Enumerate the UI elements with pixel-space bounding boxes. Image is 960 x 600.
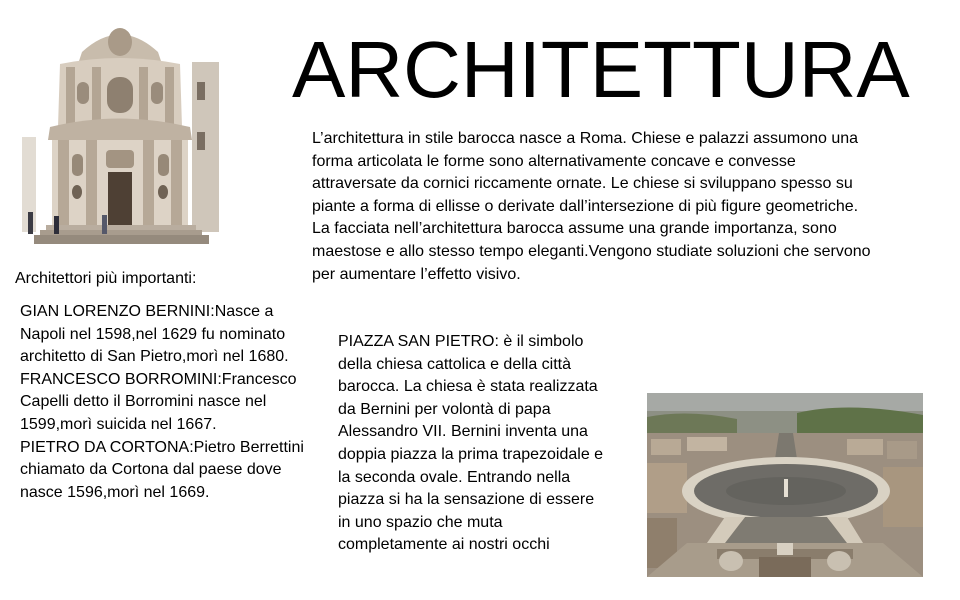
baroque-church-facade-image <box>22 22 219 244</box>
piazza-san-pietro-text: PIAZZA SAN PIETRO: è il simbolo della chiesa cattolica e della città barocca. La chiesa è stata realizzata da Bernini per volontà di papa Alessandro VII. Bernini inventa una doppia piazza la prima trapezoidale e la seconda ovale. Entrando nella piazza si ha la sensazione di essere in uno spazio che muta completamente ai nostri occhi <box>338 333 604 554</box>
piazza-san-pietro-aerial-image <box>647 393 923 577</box>
architects-list <box>20 301 305 504</box>
architects-heading: Architettori più importanti: <box>15 270 197 287</box>
page-title: ARCHITETTURA <box>292 25 910 114</box>
architect-borromini: FRANCESCO BORROMINI:Francesco Capelli detto il Borromini nasce nel 1599,morì suicida nel 1667. <box>20 370 297 433</box>
architect-bernini: GIAN LORENZO BERNINI:Nasce a Napoli nel 1598,nel 1629 fu nominato architetto di San Pietro,morì nel 1680. <box>20 303 289 366</box>
intro-paragraph: L’architettura in stile barocca nasce a Roma. Chiese e palazzi assumono una forma articolata le forme sono alternativamente concave e convesse attraversate da cornici riccamente ornate. Le chiese si sviluppano spesso su piante a forma di ellisse o derivate dall’intersezione di più figure geometriche. La facciata nell’architettura barocca assume una grande importanza, sono maestose e allo stesso tempo eleganti.Vengono studiate soluzioni che servono per aumentare l’effetto visivo. <box>312 130 871 283</box>
architect-cortona: PIETRO DA CORTONA:Pietro Berrettini chiamato da Cortona dal paese dove nasce 1596,morì nel 1669. <box>20 438 304 501</box>
